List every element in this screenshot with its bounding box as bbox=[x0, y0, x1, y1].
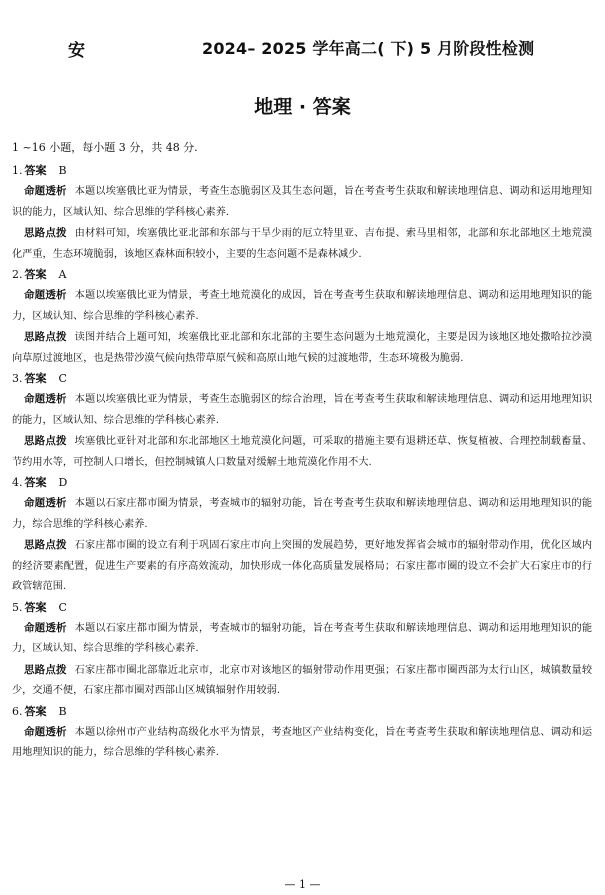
approach-text: 由材料可知，埃塞俄比亚北部和东部与干旱少雨的厄立特里亚、吉布提、索马里相邻，北部和东北部地区土地荒漠化严重，生态环境脆弱，该地区森林面积较小，主要的生态问题不是森林减少. bbox=[12, 228, 592, 260]
analysis-text: 本题以徐州市产业结构高级化水平为情景，考查地区产业结构变化，旨在考查考生获取和解读地理信息、调动和运用地理知识的能力，综合思维的学科核心素养. bbox=[12, 726, 592, 758]
question-header bbox=[12, 265, 592, 285]
analysis-text: 本题以埃塞俄比亚为情景，考查生态脆弱区的综合治理，旨在考查考生获取和解读地理信息、调动和运用地理知识的能力，区域认知、综合思维的学科核心素养. bbox=[12, 394, 592, 426]
analysis-text: 本题以埃塞俄比亚为情景，考查土地荒漠化的成因，旨在考查考生获取和解读地理信息、调动和运用地理知识的能力，区域认知、综合思维的学科核心素养. bbox=[12, 290, 592, 322]
analysis-label: 命题透析 bbox=[24, 393, 67, 405]
approach-paragraph bbox=[12, 535, 592, 598]
subject-title: 地理 · 答案 bbox=[254, 96, 351, 118]
approach-paragraph bbox=[12, 223, 592, 265]
answer-label: 答案 bbox=[24, 164, 47, 177]
approach-paragraph bbox=[12, 660, 592, 702]
answer-content bbox=[12, 132, 592, 764]
question-block bbox=[12, 369, 592, 473]
province-mark: 安 bbox=[68, 41, 85, 61]
question-block bbox=[12, 702, 592, 764]
question-block bbox=[12, 473, 592, 598]
approach-text: 读图并结合上题可知，埃塞俄比亚北部和东北部的主要生态问题为土地荒漠化，主要是因为该地区地处撒哈拉沙漠向草原过渡地区，也是热带沙漠气候向热带草原气候和高原山地气候的过渡地带，生态环境极为脆弱. bbox=[12, 332, 592, 364]
page-header bbox=[0, 30, 605, 64]
answer-label: 答案 bbox=[24, 704, 47, 718]
question-header bbox=[12, 369, 592, 389]
answer-label: 答案 bbox=[24, 476, 47, 489]
section-intro: 1 ~16 小题，每小题 3 分，共 48 分. bbox=[12, 141, 198, 154]
answer-label: 答案 bbox=[24, 600, 47, 614]
question-list bbox=[12, 161, 592, 764]
approach-paragraph bbox=[12, 431, 592, 473]
analysis-label: 命题透析 bbox=[24, 289, 67, 301]
analysis-paragraph bbox=[12, 722, 592, 764]
answer-value: B bbox=[58, 164, 67, 177]
analysis-label: 命题透析 bbox=[24, 621, 67, 634]
question-number: 3. bbox=[12, 372, 23, 385]
analysis-label: 命题透析 bbox=[24, 185, 67, 197]
analysis-paragraph bbox=[12, 618, 592, 660]
approach-label: 思路点拨 bbox=[24, 539, 67, 551]
analysis-text: 本题以埃塞俄比亚为情景，考查生态脆弱区及其生态问题，旨在考查考生获取和解读地理信息、调动和运用地理知识的能力，区域认知、综合思维的学科核心素养. bbox=[12, 186, 592, 218]
question-header bbox=[12, 161, 592, 181]
approach-paragraph bbox=[12, 327, 592, 369]
question-number: 6. bbox=[12, 704, 23, 718]
page-number: — 1 — bbox=[284, 878, 321, 891]
analysis-text: 本题以石家庄都市圈为情景，考查城市的辐射功能，旨在考查考生获取和解读地理信息、调动和运用地理知识的能力，区域认知、综合思维的学科核心素养. bbox=[12, 622, 592, 654]
question-block bbox=[12, 161, 592, 265]
question-block bbox=[12, 265, 592, 369]
analysis-label: 命题透析 bbox=[24, 497, 67, 509]
question-number: 2. bbox=[12, 268, 23, 281]
answer-value: B bbox=[58, 704, 67, 718]
analysis-paragraph bbox=[12, 285, 592, 327]
approach-text: 石家庄都市圈的设立有利于巩固石家庄市向上突围的发展趋势，更好地发挥省会城市的辐射带动作用，优化区域内的经济要素配置，促进生产要素的有序高效流动，加快形成一体化高质量发展格局；石家庄都市圈的设立不会扩大石家庄市的行政管辖范围. bbox=[12, 540, 592, 592]
answer-label: 答案 bbox=[24, 268, 47, 281]
exam-title: 2024– 2025 学年高二( 下) 5 月阶段性检测 bbox=[202, 39, 535, 58]
answer-value: D bbox=[58, 476, 68, 489]
approach-text: 埃塞俄比亚针对北部和东北部地区土地荒漠化问题，可采取的措施主要有退耕还草、恢复植被、合理控制载畜量、节约用水等，可控制人口增长，但控制城镇人口数量对缓解土地荒漠化作用不大. bbox=[12, 436, 592, 468]
analysis-label: 命题透析 bbox=[24, 725, 67, 738]
question-number: 4. bbox=[12, 476, 23, 489]
approach-label: 思路点拨 bbox=[24, 663, 67, 676]
answer-value: A bbox=[58, 268, 67, 281]
answer-value: C bbox=[58, 600, 67, 614]
question-number: 1. bbox=[12, 164, 23, 177]
analysis-paragraph bbox=[12, 389, 592, 431]
analysis-text: 本题以石家庄都市圈为情景，考查城市的辐射功能，旨在考查考生获取和解读地理信息、调动和运用地理知识的能力，综合思维的学科核心素养. bbox=[12, 498, 592, 530]
approach-label: 思路点拨 bbox=[24, 227, 67, 239]
analysis-paragraph bbox=[12, 493, 592, 535]
approach-label: 思路点拨 bbox=[24, 331, 67, 343]
question-block bbox=[12, 598, 592, 702]
answer-label: 答案 bbox=[24, 372, 47, 385]
answer-value: C bbox=[58, 372, 67, 385]
approach-text: 石家庄都市圈北部靠近北京市，北京市对该地区的辐射带动作用更强；石家庄都市圈西部为太行山区，城镇数量较少，交通不便，石家庄都市圈对西部山区城镇辐射作用较弱. bbox=[12, 664, 592, 696]
question-header bbox=[12, 598, 592, 618]
analysis-paragraph bbox=[12, 181, 592, 223]
question-header bbox=[12, 473, 592, 493]
approach-label: 思路点拨 bbox=[24, 435, 67, 447]
question-number: 5. bbox=[12, 600, 23, 614]
question-header bbox=[12, 702, 592, 722]
